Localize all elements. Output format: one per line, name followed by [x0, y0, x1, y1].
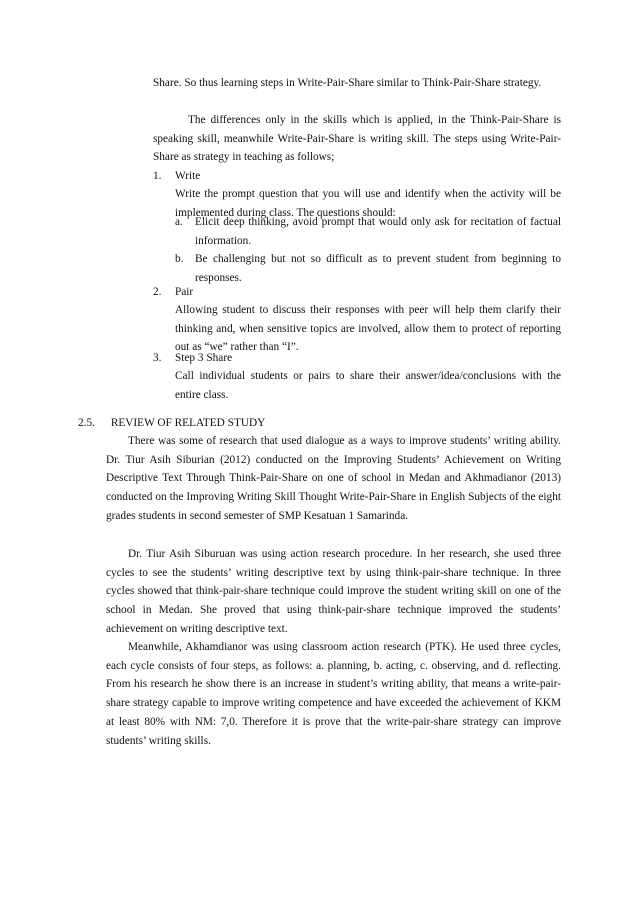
step-3-title: Step 3 Share: [175, 352, 233, 364]
step-1-sub-b-label: b.: [175, 253, 184, 265]
step-2-body: Allowing student to discuss their responses with peer will help them clarify their thinking and, when sensitive topics are involved, allow them to protect of reporting out as “we” rather than “I”.: [175, 304, 561, 354]
step-1-number: 1.: [153, 170, 162, 182]
section-heading: [78, 414, 265, 433]
review-paragraph-3: Meanwhile, Akhamdianor was using classroom action research (PTK). He used three cycles, each cycle consists of four steps, as follows: a. planning, b. acting, c. observing, and d. reflecting. From his research he show there is an increase in student’s writing ability, that means a write-pair-share strategy capable to improve writing competence and have exceeded the achievement of KKM at least 80% with NM: 7,0. Therefore it is prove that the write-pair-share strategy can improve students’ writing skills.: [106, 641, 561, 747]
step-3-body: Call individual students or pairs to share their answer/idea/conclusions with the entire class.: [175, 370, 561, 401]
step-1-sub-a-text: Elicit deep thinking, avoid prompt that would only ask for recitation of factual information.: [195, 216, 561, 247]
intro-paragraph-1: Share. So thus learning steps in Write-Pair-Share similar to Think-Pair-Share strategy.: [153, 77, 542, 89]
step-2-number: 2.: [153, 286, 162, 298]
review-paragraph-2: Dr. Tiur Asih Siburuan was using action research procedure. In her research, she used three cycles to see the students’ writing descriptive text by using think-pair-share technique. In three cycles showed that think-pair-share technique could improve the student writing skill on one of the school in Medan. She proved that using think-pair-share technique improved the students’ achievement on writing descriptive text.: [106, 548, 561, 635]
intro-paragraph-2: The differences only in the skills which is applied, in the Think-Pair-Share is speaking skill, meanwhile Write-Pair-Share is writing skill. The steps using Write-Pair-Share as strategy in teaching as follows;: [153, 114, 561, 164]
review-paragraph-1: There was some of research that used dialogue as a ways to improve students’ writing ability. Dr. Tiur Asih Siburian (2012) conducted on the Improving Students’ Achievement on Writing Descriptive Text Through Think-Pair-Share on one of school in Medan and Akhmadianor (2013) conducted on the Improving Writing Skill Thought Write-Pair-Share in English Subjects of the eight grades students in second semester of SMP Kesatuan 1 Samarinda.: [106, 435, 561, 522]
step-1-body: Write the prompt question that you will use and identify when the activity will be implemented during class. The questions should:: [175, 188, 561, 219]
section-title: REVIEW OF RELATED STUDY: [110, 417, 266, 429]
step-1-sub-b-text: Be challenging but not so difficult as to prevent student from beginning to responses.: [195, 253, 561, 284]
section-number: 2.5.: [78, 417, 95, 429]
step-3-number: 3.: [153, 352, 162, 364]
step-1-sub-a-label: a.: [175, 216, 183, 228]
step-1-title: Write: [175, 170, 201, 182]
step-2-title: Pair: [175, 286, 194, 298]
